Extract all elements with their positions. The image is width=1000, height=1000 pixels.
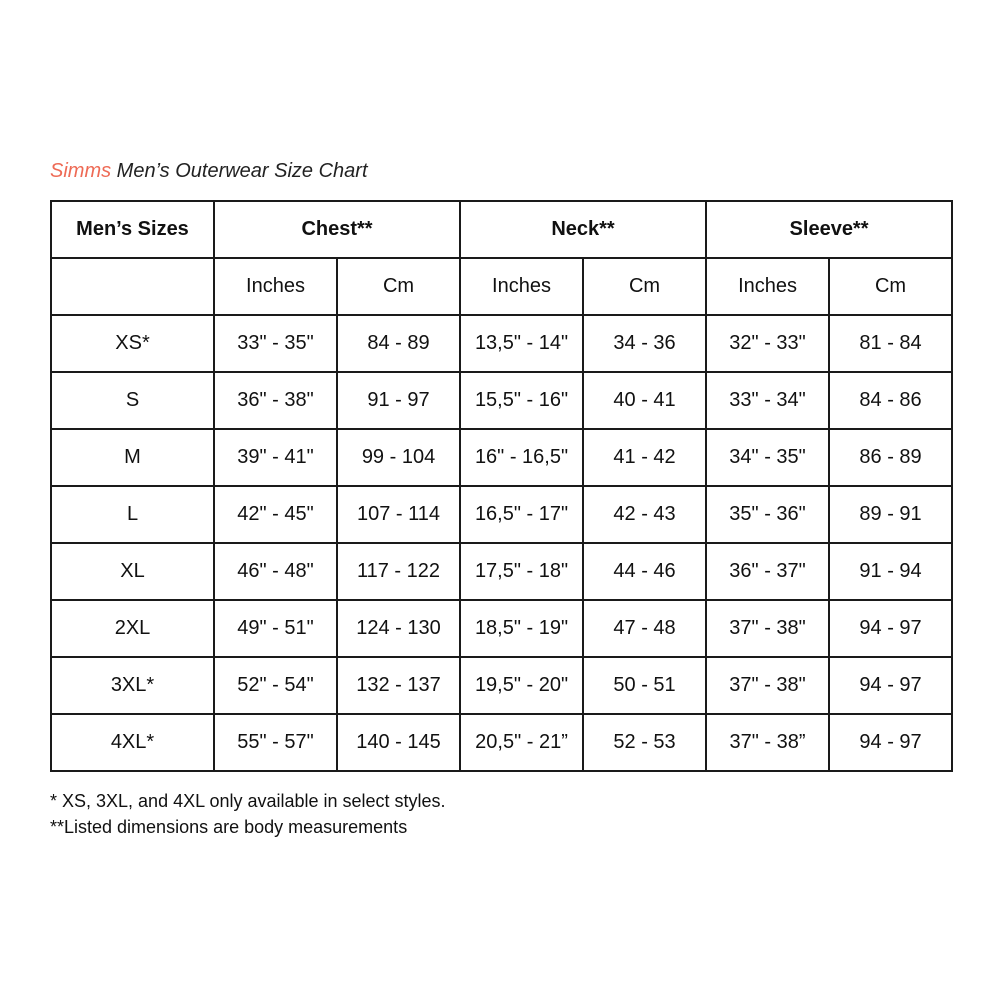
neck-cm-cell: 50 - 51 — [583, 657, 706, 714]
sleeve-inches-cell: 32" - 33" — [706, 315, 829, 372]
sleeve-inches-cell: 37" - 38” — [706, 714, 829, 771]
neck-cm-cell: 34 - 36 — [583, 315, 706, 372]
brand-name: Simms — [50, 160, 112, 182]
sleeve-cm-cell: 81 - 84 — [829, 315, 952, 372]
size-chart-table — [50, 200, 953, 772]
chest-inches-cell: 42" - 45" — [214, 486, 337, 543]
size-cell: M — [51, 429, 214, 486]
neck-inches-cell: 19,5" - 20" — [460, 657, 583, 714]
table-row — [51, 372, 952, 429]
table-row — [51, 315, 952, 372]
footnotes — [50, 788, 446, 840]
header-sleeve: Sleeve** — [706, 201, 952, 258]
chest-cm-cell: 84 - 89 — [337, 315, 460, 372]
chest-cm-cell: 107 - 114 — [337, 486, 460, 543]
unit-chest-cm: Cm — [337, 258, 460, 315]
units-empty-cell — [51, 258, 214, 315]
size-cell: 2XL — [51, 600, 214, 657]
neck-cm-cell: 47 - 48 — [583, 600, 706, 657]
size-cell: L — [51, 486, 214, 543]
neck-inches-cell: 17,5" - 18" — [460, 543, 583, 600]
chest-cm-cell: 140 - 145 — [337, 714, 460, 771]
header-chest: Chest** — [214, 201, 460, 258]
chest-inches-cell: 36" - 38" — [214, 372, 337, 429]
neck-inches-cell: 16,5" - 17" — [460, 486, 583, 543]
sleeve-inches-cell: 33" - 34" — [706, 372, 829, 429]
chest-cm-cell: 124 - 130 — [337, 600, 460, 657]
neck-inches-cell: 16" - 16,5" — [460, 429, 583, 486]
footnote-measurements: **Listed dimensions are body measurements — [50, 817, 408, 837]
size-cell: S — [51, 372, 214, 429]
chest-cm-cell: 91 - 97 — [337, 372, 460, 429]
header-mens-sizes: Men’s Sizes — [51, 201, 214, 258]
title-text: Men’s Outerwear Size Chart — [111, 160, 368, 182]
table-row — [51, 486, 952, 543]
neck-inches-cell: 13,5" - 14" — [460, 315, 583, 372]
size-cell: XL — [51, 543, 214, 600]
neck-cm-cell: 44 - 46 — [583, 543, 706, 600]
sleeve-cm-cell: 94 - 97 — [829, 714, 952, 771]
units-row — [51, 258, 952, 315]
neck-cm-cell: 52 - 53 — [583, 714, 706, 771]
neck-cm-cell: 42 - 43 — [583, 486, 706, 543]
table-row — [51, 714, 952, 771]
unit-sleeve-cm: Cm — [829, 258, 952, 315]
chest-cm-cell: 117 - 122 — [337, 543, 460, 600]
chest-cm-cell: 99 - 104 — [337, 429, 460, 486]
sleeve-inches-cell: 36" - 37" — [706, 543, 829, 600]
neck-cm-cell: 41 - 42 — [583, 429, 706, 486]
unit-neck-cm: Cm — [583, 258, 706, 315]
neck-cm-cell: 40 - 41 — [583, 372, 706, 429]
sleeve-inches-cell: 37" - 38" — [706, 657, 829, 714]
chest-inches-cell: 46" - 48" — [214, 543, 337, 600]
chest-inches-cell: 33" - 35" — [214, 315, 337, 372]
sleeve-cm-cell: 84 - 86 — [829, 372, 952, 429]
header-neck: Neck** — [460, 201, 706, 258]
header-row — [51, 201, 952, 258]
sleeve-cm-cell: 94 - 97 — [829, 657, 952, 714]
size-cell: XS* — [51, 315, 214, 372]
size-cell: 4XL* — [51, 714, 214, 771]
unit-neck-inches: Inches — [460, 258, 583, 315]
chest-inches-cell: 49" - 51" — [214, 600, 337, 657]
chart-title — [50, 160, 368, 183]
chest-inches-cell: 55" - 57" — [214, 714, 337, 771]
table-row — [51, 429, 952, 486]
chest-cm-cell: 132 - 137 — [337, 657, 460, 714]
neck-inches-cell: 18,5" - 19" — [460, 600, 583, 657]
sleeve-cm-cell: 86 - 89 — [829, 429, 952, 486]
chest-inches-cell: 39" - 41" — [214, 429, 337, 486]
sleeve-inches-cell: 35" - 36" — [706, 486, 829, 543]
sleeve-cm-cell: 89 - 91 — [829, 486, 952, 543]
neck-inches-cell: 15,5" - 16" — [460, 372, 583, 429]
chest-inches-cell: 52" - 54" — [214, 657, 337, 714]
size-cell: 3XL* — [51, 657, 214, 714]
sleeve-inches-cell: 34" - 35" — [706, 429, 829, 486]
table-row — [51, 657, 952, 714]
table-row — [51, 543, 952, 600]
unit-chest-inches: Inches — [214, 258, 337, 315]
unit-sleeve-inches: Inches — [706, 258, 829, 315]
table-row — [51, 600, 952, 657]
sleeve-cm-cell: 91 - 94 — [829, 543, 952, 600]
neck-inches-cell: 20,5" - 21” — [460, 714, 583, 771]
sleeve-cm-cell: 94 - 97 — [829, 600, 952, 657]
sleeve-inches-cell: 37" - 38" — [706, 600, 829, 657]
footnote-availability: * XS, 3XL, and 4XL only available in select styles. — [50, 791, 446, 811]
